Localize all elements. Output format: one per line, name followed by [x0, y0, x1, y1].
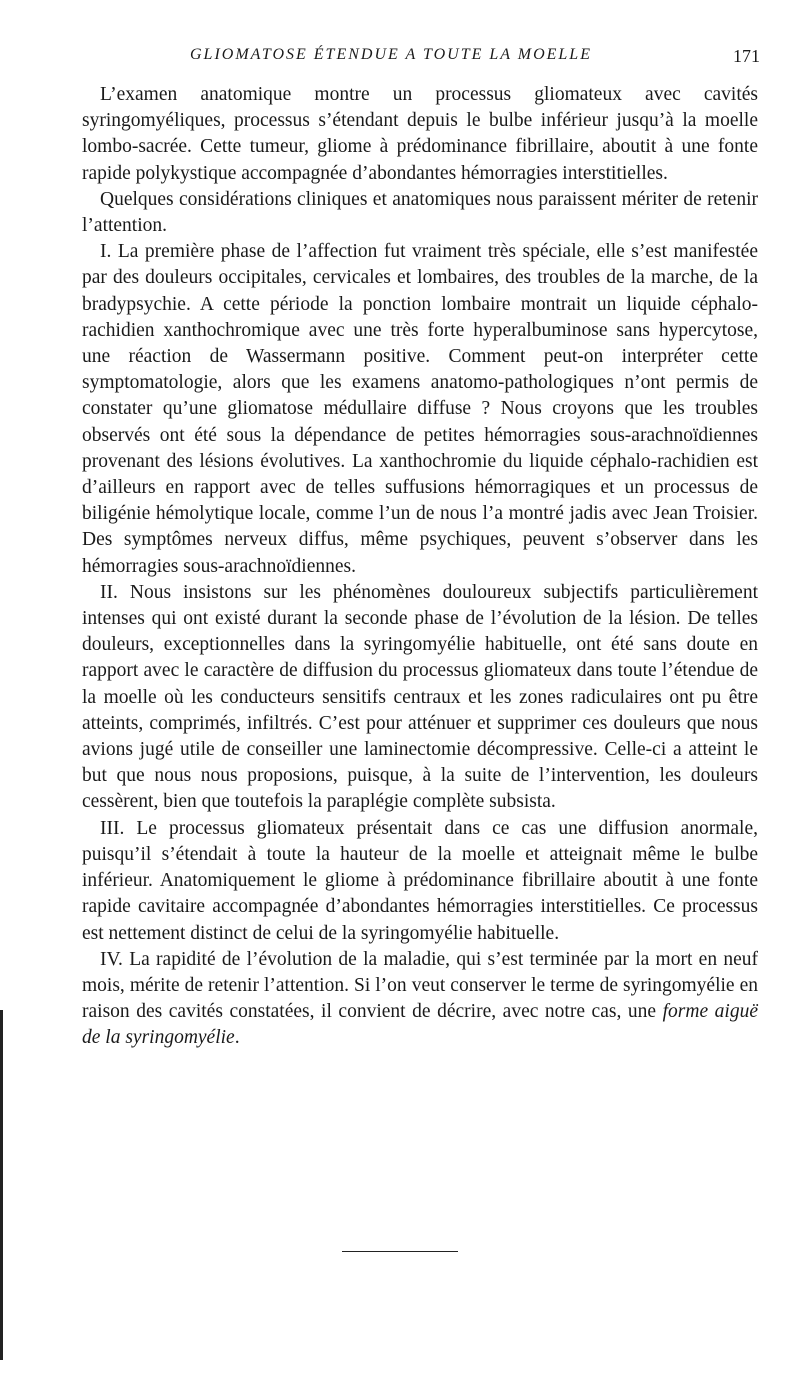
paragraph-point-iv-text: IV. La rapidité de l’évolution de la maladie, qui s’est terminée par la mort en neuf mois, mérite de retenir l’attention. Si l’on veut conserver le terme de syringomyélie en raison des cavités constatées, il convient de décrire, avec notre cas, une [82, 948, 758, 1023]
paragraph-point-iv-tail: . [234, 1027, 240, 1049]
running-header [82, 46, 760, 72]
paragraph-point-ii: II. Nous insistons sur les phénomènes douloureux subjectifs particulièrement intenses qui ont existé durant la seconde phase de l’évolution de la lésion. De telles douleurs, exceptionnelles dans la syringomyélie habituelle, ont été sans doute en rapport avec le caractère de diffusion du processus gliomateux dans toute l’étendue de la moelle où les conducteurs sensitifs centraux et les zones radiculaires ont pu être atteints, comprimés, infiltrés. C’est pour atténuer et supprimer ces douleurs que nous avions jugé utile de conseiller une laminectomie décompressive. Celle-ci a atteint le but que nous nous proposions, puisque, à la suite de l’intervention, les douleurs cessèrent, bien que toutefois la paraplégie complète subsista. [82, 581, 758, 813]
body-text [82, 82, 758, 1052]
page-number: 171 [733, 46, 760, 66]
paragraph-examen: L’examen anatomique montre un processus gliomateux avec cavités syringomyéliques, processus s’étendant depuis le bulbe inférieur jusqu’à la moelle lombo-sacrée. Cette tumeur, gliome à prédominance fibrillaire, aboutit à une fonte rapide polykystique accompagnée d’abondantes hémorragies interstitielles. [82, 84, 758, 184]
paragraph-point-i: I. La première phase de l’affection fut vraiment très spéciale, elle s’est manifestée par des douleurs occipitales, cervicales et lombaires, des troubles de la marche, de la bradypsychie. A cette période la ponction lombaire montrait un liquide céphalo-rachidien xanthochromique avec une très forte hyperalbuminose sans hypercytose, une réaction de Wassermann positive. Comment peut-on interpréter cette symptomatologie, alors que les examens anatomo-pathologiques n’ont permis de constater qu’une gliomatose médullaire diffuse ? Nous croyons que les troubles observés ont été sous la dépendance de petites hémorragies sous-arachnoïdiennes provenant des lésions évolutives. La xanthochromie du liquide céphalo-rachidien est d’ailleurs en rapport avec de telles suffusions hémorragiques et un processus de biligénie hémolytique locale, comme l’un de nous l’a montré jadis avec Jean Troisier. Des symptômes nerveux diffus, même psychiques, peuvent s’observer dans les hémorragies sous-arachnoïdiennes. [82, 241, 758, 577]
end-rule [342, 1251, 458, 1252]
scan-edge-mark [0, 1010, 3, 1360]
italic-conclusion: forme aiguë de la syringomyélie [82, 1001, 758, 1049]
running-title: GLIOMATOSE ÉTENDUE A TOUTE LA MOELLE [190, 46, 592, 63]
paragraph-point-iv [82, 947, 758, 1052]
paragraph-point-iii: III. Le processus gliomateux présentait dans ce cas une diffusion anormale, puisqu’il s’étendait à toute la hauteur de la moelle et atteignait même le bulbe inférieur. Anatomiquement le gliome à prédominance fibrillaire aboutit à une fonte rapide cavitaire accompagnée d’abondantes hémorragies interstitielles. Ce processus est nettement distinct de celui de la syringomyélie habituelle. [82, 817, 758, 944]
paragraph-considerations: Quelques considérations cliniques et anatomiques nous paraissent mériter de retenir l’attention. [82, 188, 758, 237]
